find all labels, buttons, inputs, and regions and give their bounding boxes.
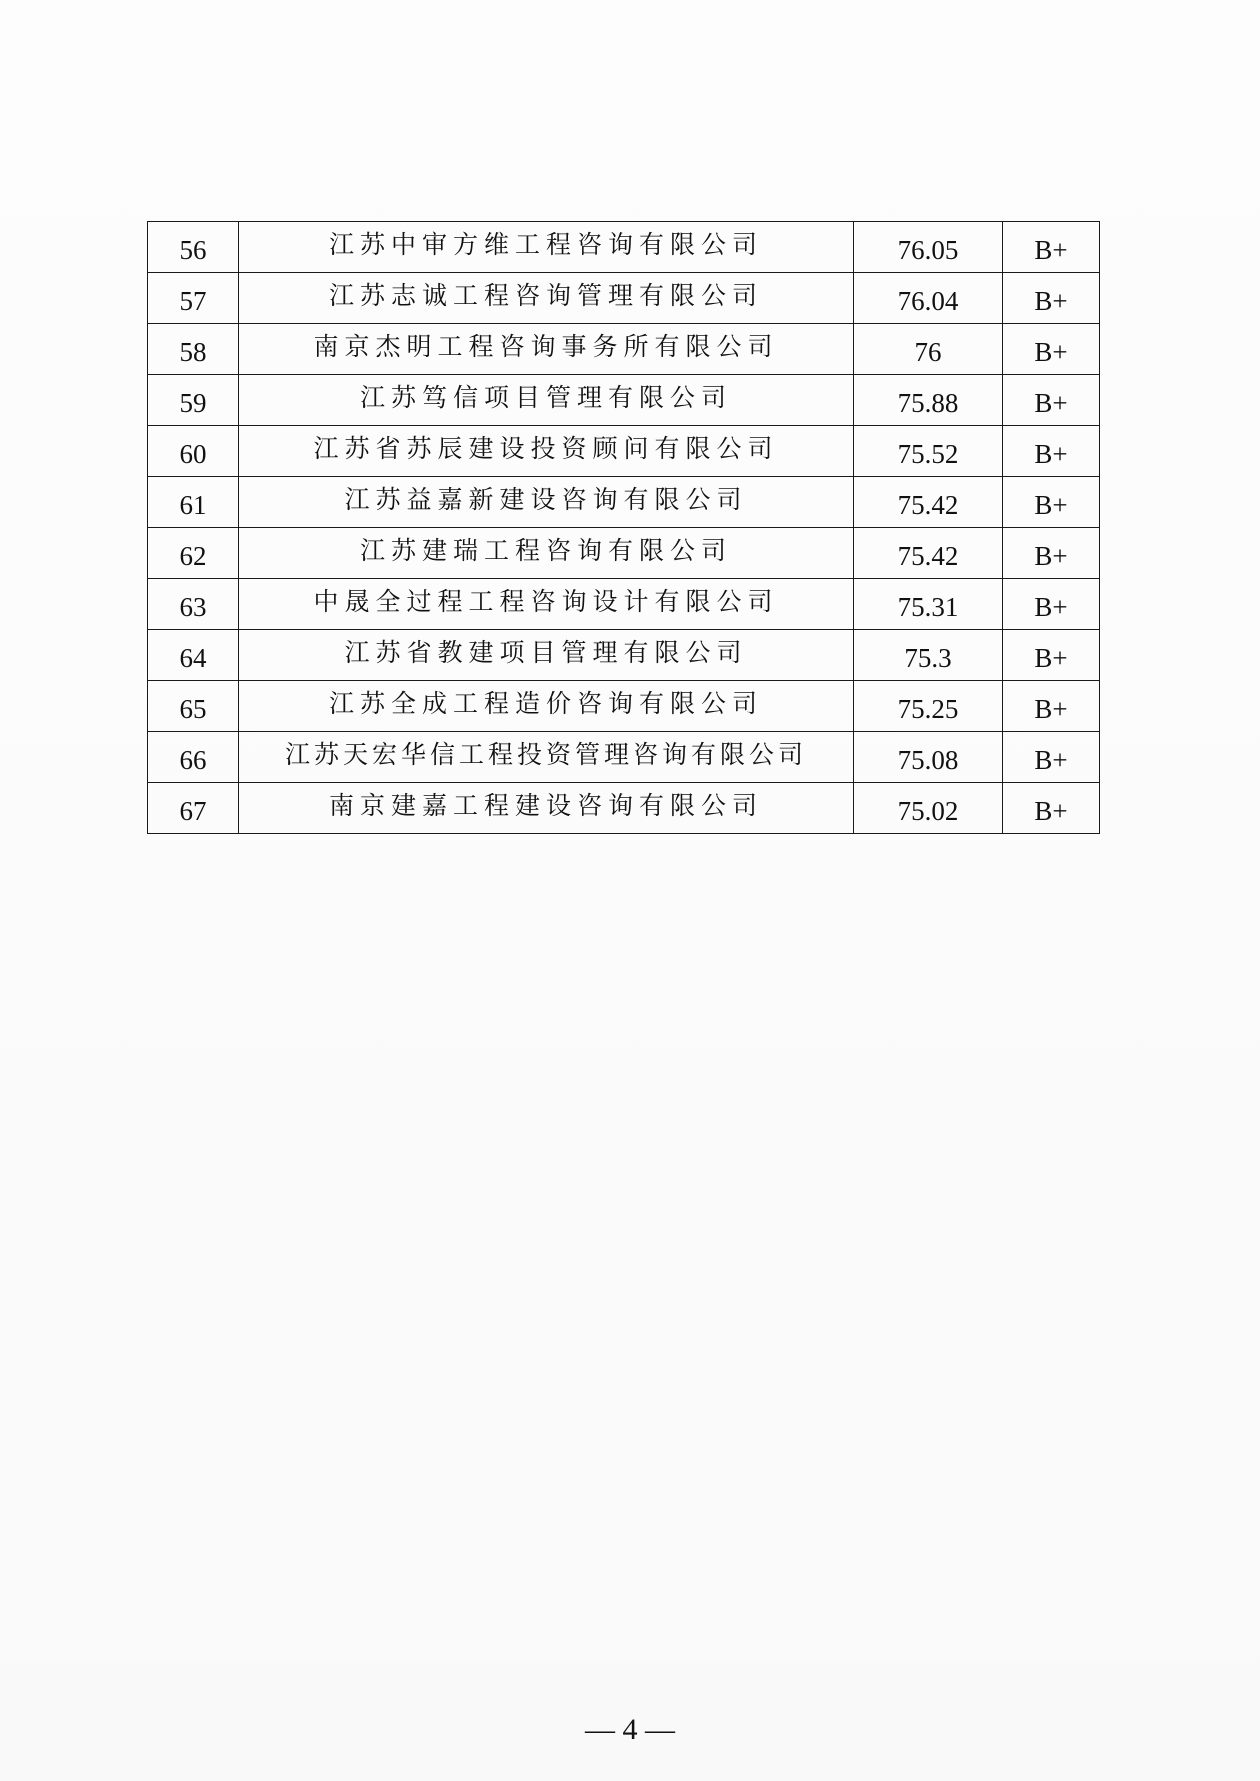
table-row xyxy=(148,732,1100,783)
row-number: 64 xyxy=(148,630,239,681)
score: 75.31 xyxy=(854,579,1003,630)
company-name: 江苏省教建项目管理有限公司 xyxy=(239,630,854,681)
score: 75.3 xyxy=(854,630,1003,681)
grade: B+ xyxy=(1003,579,1100,630)
company-name: 江苏全成工程造价咨询有限公司 xyxy=(239,681,854,732)
row-number: 59 xyxy=(148,375,239,426)
score: 75.42 xyxy=(854,528,1003,579)
score: 75.88 xyxy=(854,375,1003,426)
row-number: 65 xyxy=(148,681,239,732)
table-row xyxy=(148,783,1100,834)
grade: B+ xyxy=(1003,783,1100,834)
company-name: 南京杰明工程咨询事务所有限公司 xyxy=(239,324,854,375)
company-name: 江苏中审方维工程咨询有限公司 xyxy=(239,222,854,273)
table-row xyxy=(148,630,1100,681)
company-name: 江苏建瑞工程咨询有限公司 xyxy=(239,528,854,579)
grade: B+ xyxy=(1003,324,1100,375)
score: 75.52 xyxy=(854,426,1003,477)
row-number: 66 xyxy=(148,732,239,783)
score: 75.42 xyxy=(854,477,1003,528)
score: 75.08 xyxy=(854,732,1003,783)
company-name: 江苏志诚工程咨询管理有限公司 xyxy=(239,273,854,324)
grade: B+ xyxy=(1003,681,1100,732)
row-number: 57 xyxy=(148,273,239,324)
grade: B+ xyxy=(1003,426,1100,477)
company-name: 江苏天宏华信工程投资管理咨询有限公司 xyxy=(239,732,854,783)
table-row xyxy=(148,222,1100,273)
table-row xyxy=(148,324,1100,375)
row-number: 63 xyxy=(148,579,239,630)
table-row xyxy=(148,579,1100,630)
grade: B+ xyxy=(1003,375,1100,426)
page-number: — 4 — xyxy=(585,1713,675,1746)
company-name: 江苏笃信项目管理有限公司 xyxy=(239,375,854,426)
table-row xyxy=(148,681,1100,732)
grade: B+ xyxy=(1003,273,1100,324)
company-name: 中晟全过程工程咨询设计有限公司 xyxy=(239,579,854,630)
score: 76.05 xyxy=(854,222,1003,273)
table-row xyxy=(148,477,1100,528)
row-number: 58 xyxy=(148,324,239,375)
company-name: 南京建嘉工程建设咨询有限公司 xyxy=(239,783,854,834)
company-name: 江苏省苏辰建设投资顾问有限公司 xyxy=(239,426,854,477)
score: 75.02 xyxy=(854,783,1003,834)
table-row xyxy=(148,528,1100,579)
row-number: 62 xyxy=(148,528,239,579)
score: 75.25 xyxy=(854,681,1003,732)
grade: B+ xyxy=(1003,732,1100,783)
row-number: 60 xyxy=(148,426,239,477)
grade: B+ xyxy=(1003,528,1100,579)
grade: B+ xyxy=(1003,222,1100,273)
grade: B+ xyxy=(1003,630,1100,681)
company-name: 江苏益嘉新建设咨询有限公司 xyxy=(239,477,854,528)
table-row xyxy=(148,375,1100,426)
table-row xyxy=(148,426,1100,477)
score: 76.04 xyxy=(854,273,1003,324)
row-number: 61 xyxy=(148,477,239,528)
row-number: 56 xyxy=(148,222,239,273)
score: 76 xyxy=(854,324,1003,375)
row-number: 67 xyxy=(148,783,239,834)
table-row xyxy=(148,273,1100,324)
grade: B+ xyxy=(1003,477,1100,528)
rating-table xyxy=(147,221,1100,834)
rating-table-body xyxy=(148,222,1100,834)
